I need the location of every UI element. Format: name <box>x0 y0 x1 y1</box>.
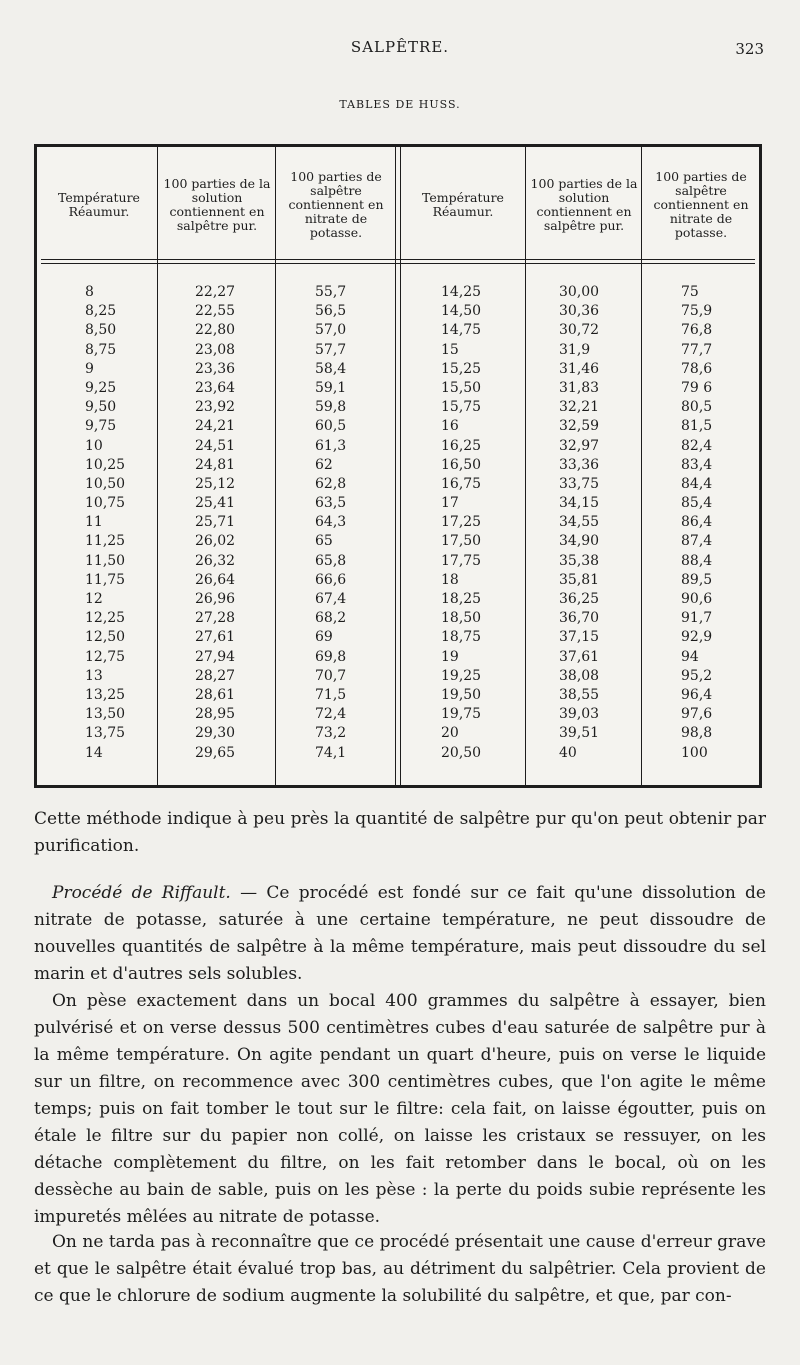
table-cell: 15,50 <box>441 379 482 396</box>
table-cell: 26,02 <box>195 533 236 550</box>
paragraph-pesee <box>34 988 766 1231</box>
table-cell: 27,94 <box>195 648 236 665</box>
table-cell: 29,30 <box>195 725 236 742</box>
table-cell: 30,00 <box>559 284 600 300</box>
table-cell: 10,50 <box>85 475 126 492</box>
table-cell: 33,75 <box>559 475 600 492</box>
column-header-nitrate: 100 parties de salpêtre contiennent en nitrate de potasse. <box>653 169 749 240</box>
column-salpetre-1 <box>195 283 235 763</box>
table-cell: 20,50 <box>441 744 482 761</box>
column-header-salpetre-pur: 100 parties de la solution contiennent en salpêtre pur. <box>163 176 271 233</box>
table-cell: 77,7 <box>681 341 713 358</box>
table-cell: 19,25 <box>441 667 482 684</box>
table-cell: 39,03 <box>559 706 600 723</box>
table-cell: 23,64 <box>195 379 236 396</box>
column-nitrate-2 <box>681 283 712 763</box>
table-cell: 13,25 <box>85 686 126 703</box>
table-cell: 16,75 <box>441 475 482 492</box>
table-cell: 19,50 <box>441 686 482 703</box>
page-header <box>0 38 800 64</box>
table-cell: 100 <box>681 744 708 761</box>
table-cell: 9 <box>85 360 94 377</box>
table-cell: 68,2 <box>315 610 347 627</box>
table-cell: 69,8 <box>315 648 347 665</box>
table-cell: 15 <box>441 341 459 358</box>
table-cell: 57,7 <box>315 341 347 358</box>
table-cell: 39,51 <box>559 725 600 742</box>
paragraph-methode <box>34 806 766 860</box>
table-cell: 59,1 <box>315 379 347 396</box>
table-cell: 40 <box>559 744 577 761</box>
table-cell: 13,50 <box>85 706 126 723</box>
table-cell: 38,08 <box>559 667 600 684</box>
table-cell: 80,5 <box>681 399 713 416</box>
table-title: TABLES DE HUSS. <box>339 98 461 111</box>
table-cell: 65 <box>315 533 333 550</box>
column-nitrate-1 <box>315 283 346 763</box>
table-cell: 69 <box>315 629 333 646</box>
table-cell: 15,75 <box>441 399 482 416</box>
table-cell: 28,27 <box>195 667 236 684</box>
table-cell: 92,9 <box>681 629 713 646</box>
section-lead: Procédé de Riffault. <box>52 883 231 903</box>
table-cell: 89,5 <box>681 571 713 588</box>
table-cell: 78,6 <box>681 360 713 377</box>
table-cell: 97,6 <box>681 706 713 723</box>
table-cell: 17,75 <box>441 552 482 569</box>
column-rule <box>525 147 526 785</box>
table-cell: 18 <box>441 571 459 588</box>
column-header-temperature: Température Réaumur. <box>58 190 140 219</box>
table-cell: 13,75 <box>85 725 126 742</box>
column-header-nitrate: 100 parties de salpêtre contiennent en nitrate de potasse. <box>288 169 384 240</box>
table-cell: 35,81 <box>559 571 600 588</box>
table-cell: 14,25 <box>441 284 482 300</box>
table-cell: 33,36 <box>559 456 600 473</box>
table-cell: 34,15 <box>559 495 600 512</box>
table-cell: 26,96 <box>195 591 236 607</box>
table-cell: 17,25 <box>441 514 482 531</box>
table-cell: 37,15 <box>559 629 600 646</box>
header-rule <box>41 263 755 264</box>
table-cell: 13 <box>85 667 103 684</box>
table-cell: 66,6 <box>315 571 347 588</box>
table-cell: 16 <box>441 418 459 435</box>
table-cell: 11,75 <box>85 571 126 588</box>
table-cell: 36,70 <box>559 610 600 627</box>
table-cell: 10,75 <box>85 495 126 512</box>
table-cell: 15,25 <box>441 360 482 377</box>
table-cell: 10,25 <box>85 456 126 473</box>
table-cell: 29,65 <box>195 744 236 761</box>
table-cell: 70,7 <box>315 667 347 684</box>
table-cell: 32,97 <box>559 437 600 454</box>
table-cell: 11 <box>85 514 103 531</box>
table-cell: 16,25 <box>441 437 482 454</box>
table-cell: 31,9 <box>559 341 591 358</box>
table-cell: 85,4 <box>681 495 713 512</box>
table-cell: 23,08 <box>195 341 236 358</box>
table-cell: 17 <box>441 495 459 512</box>
table-cell: 88,4 <box>681 552 713 569</box>
table-cell: 11,25 <box>85 533 126 550</box>
table-cell: 62,8 <box>315 475 347 492</box>
page-number: 323 <box>735 40 764 58</box>
column-header-salpetre-pur: 100 parties de la solution contiennent en salpêtre pur. <box>530 176 638 233</box>
paragraph-text: Cette méthode indique à peu près la quantité de salpêtre pur qu'on peut obtenir par purification. <box>34 809 766 856</box>
table-cell: 86,4 <box>681 514 713 531</box>
table-cell: 90,6 <box>681 591 713 607</box>
table-cell: 22,55 <box>195 303 236 320</box>
table-cell: 22,80 <box>195 322 236 339</box>
table-cell: 32,21 <box>559 399 600 416</box>
table-cell: 81,5 <box>681 418 713 435</box>
table-cell: 64,3 <box>315 514 347 531</box>
column-header-temperature: Température Réaumur. <box>422 190 504 219</box>
table-cell: 18,25 <box>441 591 482 607</box>
table-cell: 12 <box>85 591 103 607</box>
column-temperature-2 <box>441 283 481 763</box>
running-title: SALPÊTRE. <box>350 38 450 56</box>
table-cell: 72,4 <box>315 706 347 723</box>
table-cell: 26,32 <box>195 552 236 569</box>
table-cell: 61,3 <box>315 437 347 454</box>
paragraph-text: On ne tarda pas à reconnaître que ce procédé présentait une cause d'erreur grave et que le salpêtre était évalué trop bas, au détriment du salpêtrier. Cela provient de ce que le chlorure de sodium augmente la solubilité du salpêtre, et que, par con- <box>34 1232 766 1306</box>
table-cell: 20 <box>441 725 459 742</box>
table-cell: 60,5 <box>315 418 347 435</box>
table-cell: 30,72 <box>559 322 600 339</box>
table-cell: 58,4 <box>315 360 347 377</box>
paragraph-erreur <box>34 1229 766 1310</box>
table-cell: 16,50 <box>441 456 482 473</box>
table-cell: 18,50 <box>441 610 482 627</box>
huss-table <box>34 144 762 788</box>
table-cell: 24,21 <box>195 418 236 435</box>
table-cell: 38,55 <box>559 686 600 703</box>
column-rule <box>641 147 642 785</box>
table-cell: 25,12 <box>195 475 236 492</box>
table-cell: 24,81 <box>195 456 236 473</box>
table-cell: 94 <box>681 648 699 665</box>
table-cell: 8,50 <box>85 322 117 339</box>
table-cell: 71,5 <box>315 686 347 703</box>
table-cell: 9,25 <box>85 379 117 396</box>
table-cell: 87,4 <box>681 533 713 550</box>
table-cell: 74,1 <box>315 744 347 761</box>
table-cell: 96,4 <box>681 686 713 703</box>
table-cell: 84,4 <box>681 475 713 492</box>
table-cell: 27,28 <box>195 610 236 627</box>
table-cell: 8,25 <box>85 303 117 320</box>
table-cell: 14,50 <box>441 303 482 320</box>
table-cell: 63,5 <box>315 495 347 512</box>
table-cell: 12,25 <box>85 610 126 627</box>
table-cell: 28,61 <box>195 686 236 703</box>
table-cell: 11,50 <box>85 552 126 569</box>
table-cell: 83,4 <box>681 456 713 473</box>
table-cell: 62 <box>315 456 333 473</box>
table-cell: 75,9 <box>681 303 713 320</box>
table-cell: 18,75 <box>441 629 482 646</box>
table-cell: 9,50 <box>85 399 117 416</box>
table-cell: 59,8 <box>315 399 347 416</box>
table-cell: 19,75 <box>441 706 482 723</box>
table-cell: 27,61 <box>195 629 236 646</box>
table-cell: 55,7 <box>315 284 347 300</box>
paragraph-text: — Ce procédé est fondé sur ce fait qu'une dissolution de nitrate de potasse, saturée à une certaine température, ne peut dissoudre de nouvelles quantités de salpêtre à la même température, mais peut dissoudre du sel marin et d'autres sels solubles. <box>34 883 766 984</box>
table-cell: 8,75 <box>85 341 117 358</box>
table-cell: 12,75 <box>85 648 126 665</box>
table-cell: 10 <box>85 437 103 454</box>
table-cell: 82,4 <box>681 437 713 454</box>
paragraph-riffault <box>34 880 766 988</box>
table-cell: 91,7 <box>681 610 713 627</box>
table-cell: 32,59 <box>559 418 600 435</box>
table-cell: 36,25 <box>559 591 600 607</box>
table-cell: 22,27 <box>195 284 236 300</box>
table-cell: 14 <box>85 744 103 761</box>
table-cell: 57,0 <box>315 322 347 339</box>
table-cell: 23,92 <box>195 399 236 416</box>
table-cell: 34,55 <box>559 514 600 531</box>
table-cell: 9,75 <box>85 418 117 435</box>
table-cell: 19 <box>441 648 459 665</box>
table-cell: 26,64 <box>195 571 236 588</box>
table-cell: 37,61 <box>559 648 600 665</box>
table-cell: 95,2 <box>681 667 713 684</box>
table-cell: 17,50 <box>441 533 482 550</box>
table-cell: 75 <box>681 284 699 300</box>
paragraph-text: On pèse exactement dans un bocal 400 grammes du salpêtre à essayer, bien pulvérisé et on verse dessus 500 centimètres cubes d'eau saturée de salpêtre pur à la même température. On agite pendant un quart d'heure, puis on verse le liquide sur un filtre, on recommence avec 300 centimètres cubes, que l'on agite le même temps; puis on fait tomber le tout sur le filtre: cela fait, on laisse égoutter, puis on étale le filtre sur du papier non collé, on laisse les cristaux se ressuyer, on les détache complètement du filtre, on les fait retomber dans le bocal, où on les dessèche au bain de sable, puis on les pèse : la perte du poids subie représente les impuretés mêlées au nitrate de potasse. <box>34 991 766 1227</box>
table-cell: 67,4 <box>315 591 347 607</box>
table-cell: 28,95 <box>195 706 236 723</box>
table-cell: 14,75 <box>441 322 482 339</box>
header-rule <box>41 259 755 260</box>
table-cell: 73,2 <box>315 725 347 742</box>
table-cell: 25,41 <box>195 495 236 512</box>
table-cell: 25,71 <box>195 514 236 531</box>
table-cell: 31,46 <box>559 360 600 377</box>
table-cell: 8 <box>85 284 94 300</box>
table-cell: 35,38 <box>559 552 600 569</box>
table-cell: 12,50 <box>85 629 126 646</box>
table-cell: 98,8 <box>681 725 713 742</box>
column-temperature-1 <box>85 283 125 763</box>
table-cell: 34,90 <box>559 533 600 550</box>
column-rule <box>275 147 276 785</box>
column-rule <box>157 147 158 785</box>
table-cell: 30,36 <box>559 303 600 320</box>
table-cell: 31,83 <box>559 379 600 396</box>
column-salpetre-2 <box>559 283 599 763</box>
table-cell: 76,8 <box>681 322 713 339</box>
table-cell: 65,8 <box>315 552 347 569</box>
table-cell: 24,51 <box>195 437 236 454</box>
table-cell: 23,36 <box>195 360 236 377</box>
table-cell: 79 6 <box>681 379 713 396</box>
table-cell: 56,5 <box>315 303 347 320</box>
